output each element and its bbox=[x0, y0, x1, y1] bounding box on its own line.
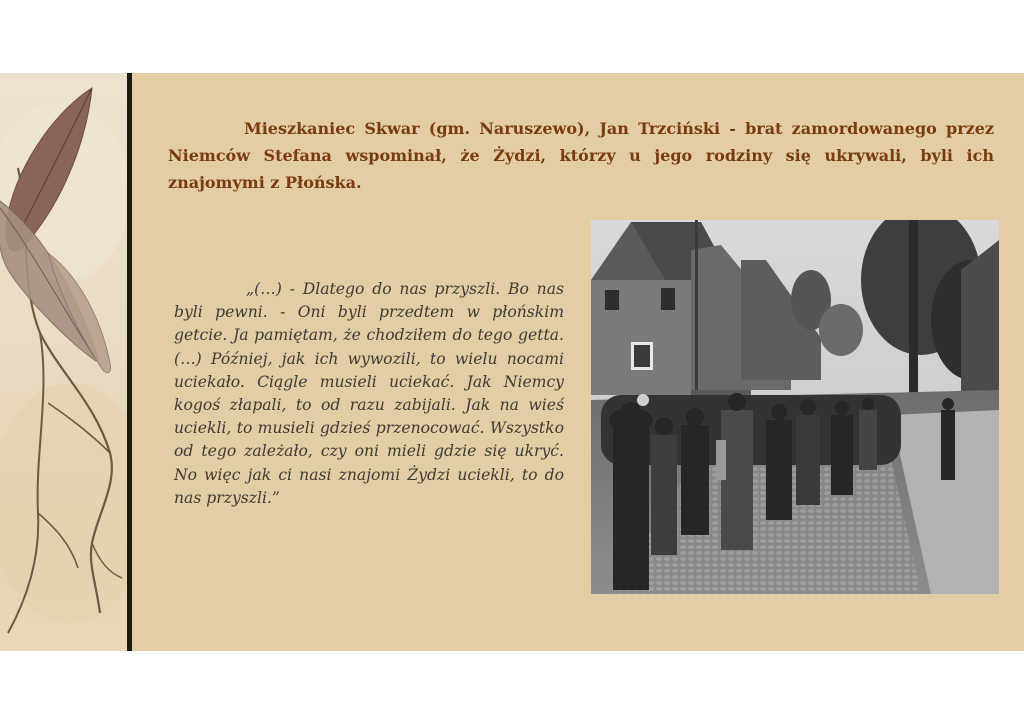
leaf-decoration-panel bbox=[0, 73, 127, 651]
dried-leaf-icon bbox=[0, 73, 127, 651]
quote-paragraph: „(…) - Dlatego do nas przyszli. Bo nas byli pewni. - Oni byli przedtem w płońskim getcie. Ja pamiętam, że chodziłem do tego getta. (…) Później, jak ich wywozili, to wielu nocami uciekało. Ciągle musieli uciekać. Jak Niemcy kogoś złapali, to od razu zabijali. Jak na wieś uciekli, to musieli gdzieś przenocować. Wszystko od tego zależało, czy oni mieli gdzie się ukryć. No więc jak ci nasi znajomi Żydzi uciekli, to do nas przyszli.” bbox=[174, 280, 564, 507]
vertical-divider bbox=[127, 73, 132, 651]
slide bbox=[0, 73, 1024, 651]
intro-paragraph: Mieszkaniec Skwar (gm. Naruszewo), Jan Trzciński - brat zamordowanego przez Niemców Stefana wspominał, że Żydzi, którzy u jego rodziny się ukrywali, byli ich znajomymi z Płońska. bbox=[168, 119, 994, 192]
archival-photo bbox=[591, 220, 999, 594]
deportation-street-photo bbox=[591, 220, 999, 594]
